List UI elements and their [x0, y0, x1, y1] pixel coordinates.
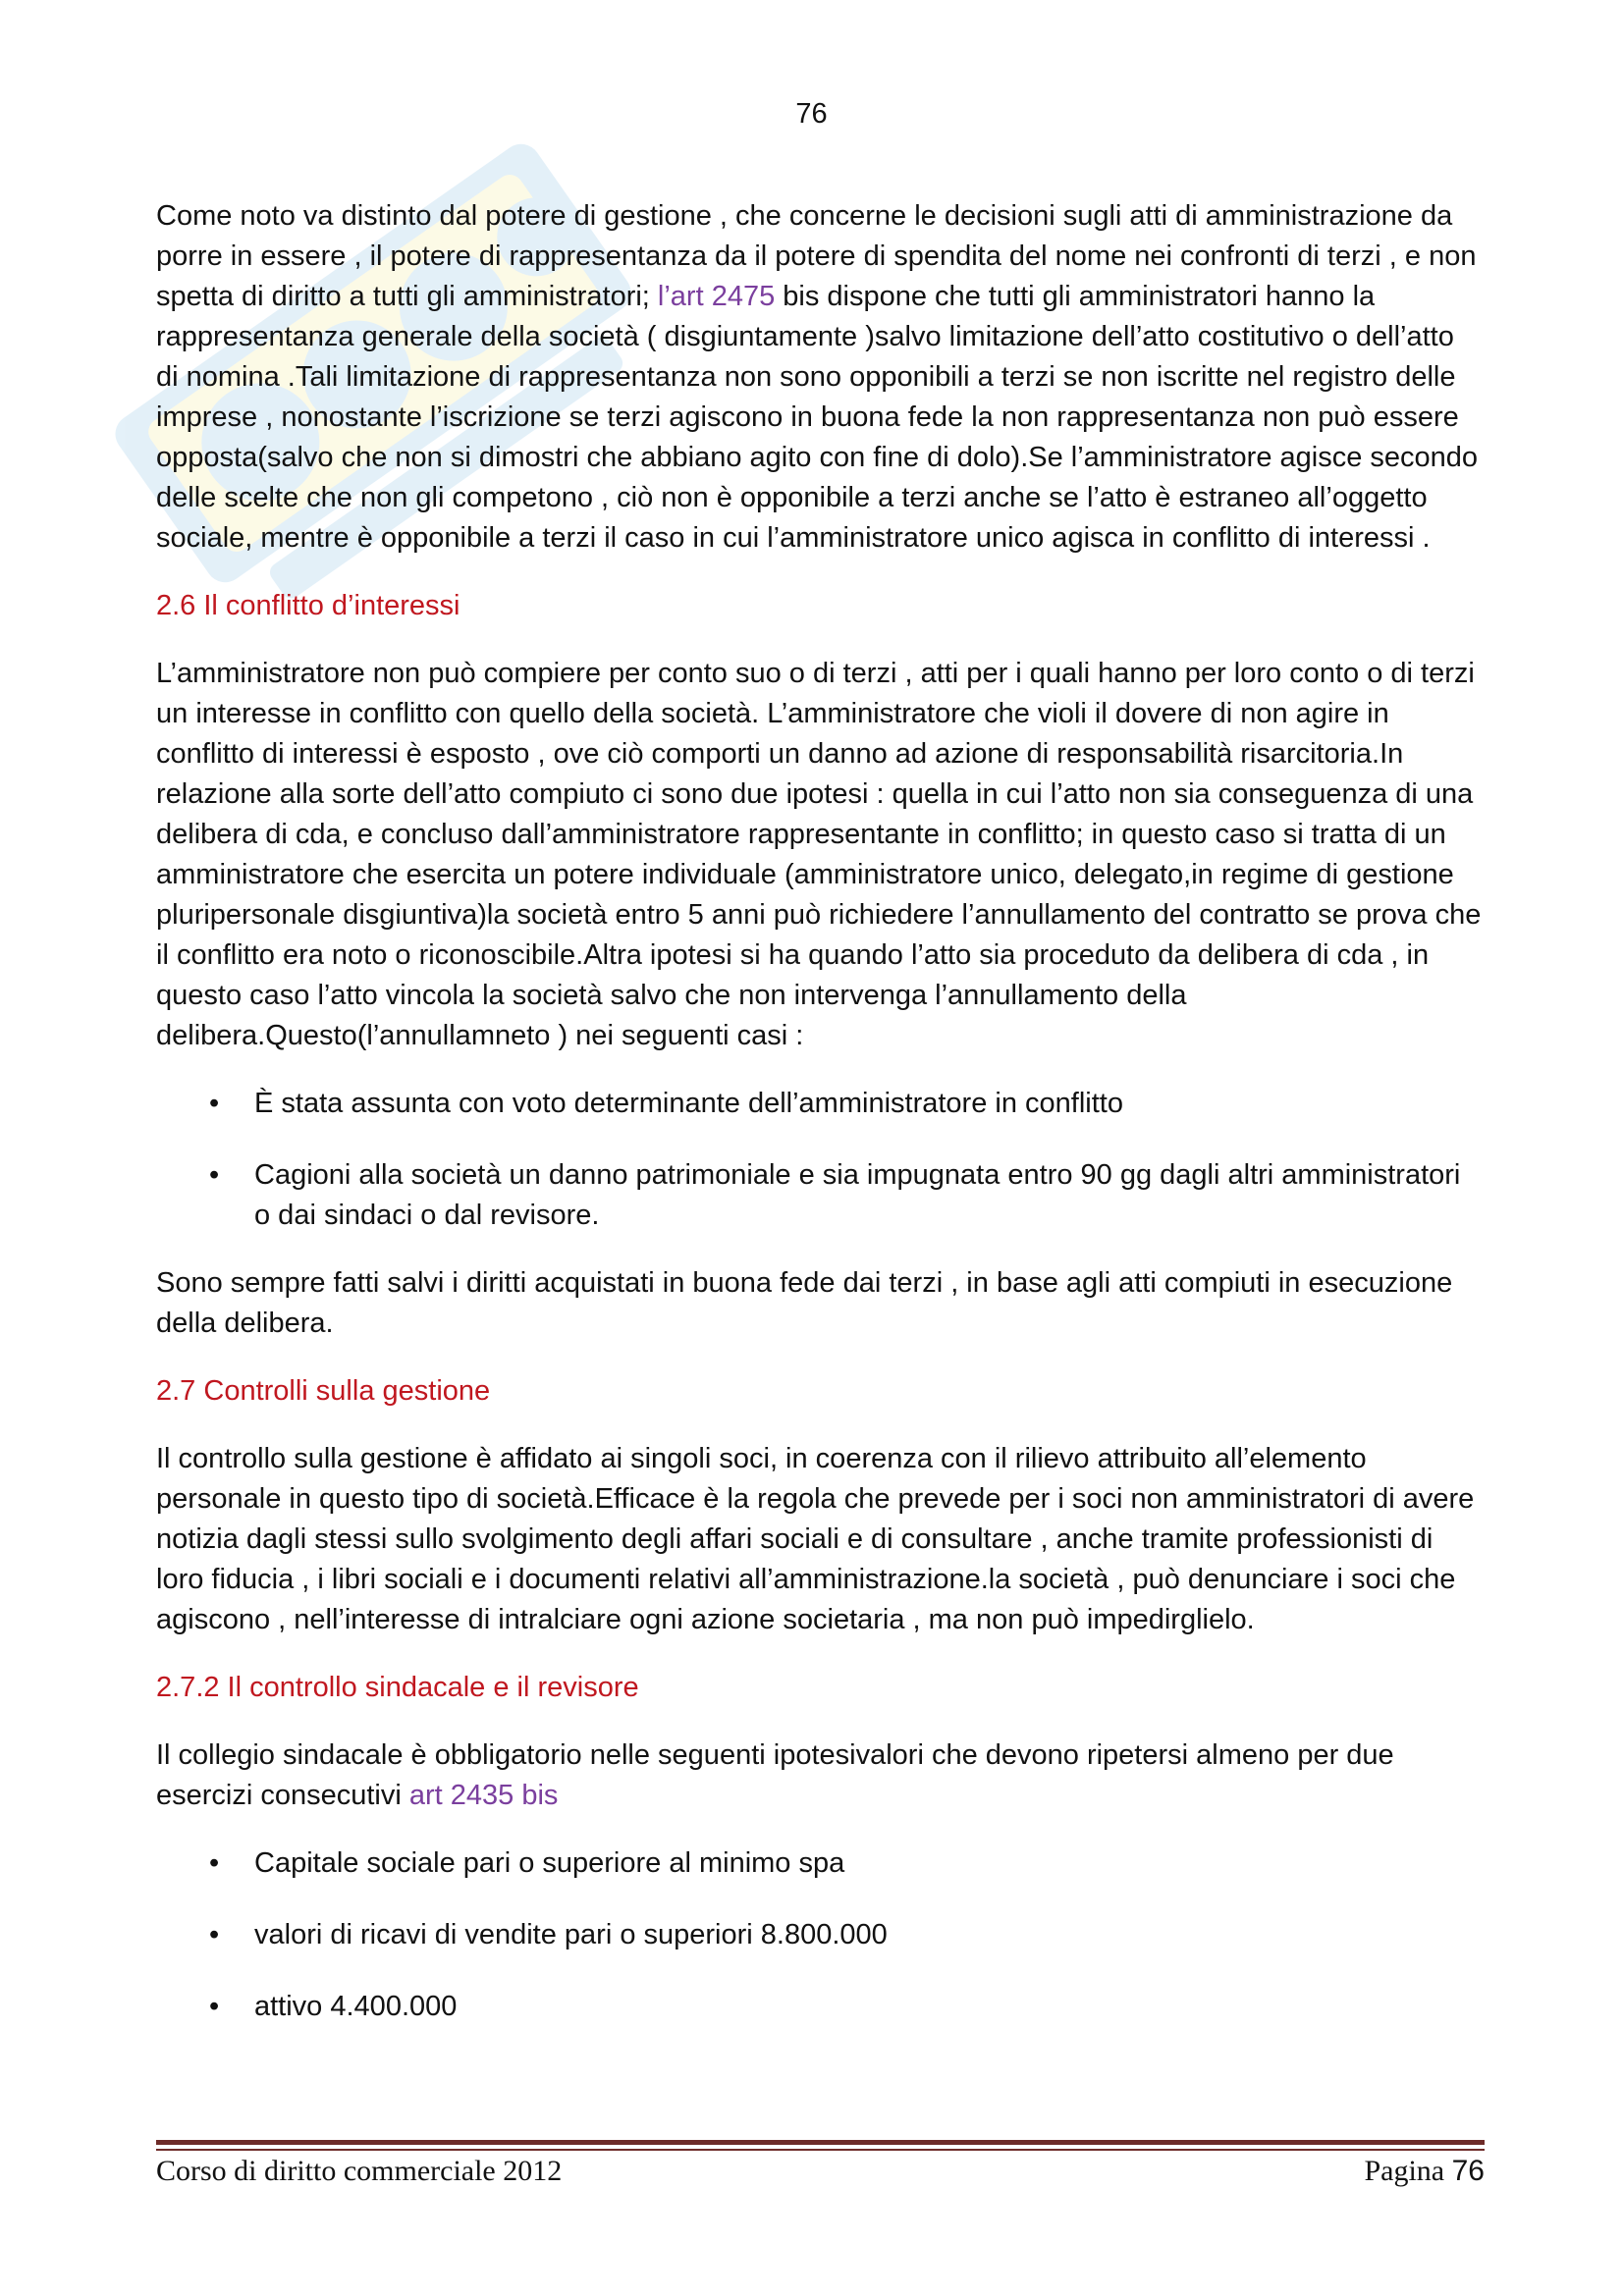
- list-item-text: valori di ricavi di vendite pari o superiori 8.800.000: [254, 1919, 888, 1950]
- document-body: [156, 196, 1484, 2055]
- footer-page-word: Pagina: [1364, 2155, 1452, 2187]
- footer-divider-thin: [156, 2149, 1485, 2151]
- bullet-icon: •: [209, 1847, 220, 1879]
- list-item-text: attivo 4.400.000: [254, 1991, 458, 2022]
- list-item: [156, 1155, 1484, 1236]
- bullet-list-ipotesi: [156, 1843, 1484, 2027]
- section-heading-2-6: 2.6 Il conflitto d’interessi: [156, 590, 460, 621]
- list-item: [156, 1084, 1484, 1124]
- page-number-top: 76: [795, 98, 828, 130]
- paragraph-conflitto: L’amministratore non può compiere per conto suo o di terzi , atti per i quali hanno per loro conto o di terzi un interesse in conflitto con quello della società. L’amministratore che violi il dovere di non agire in conflitto di interessi è esposto , ove ciò comporti un danno ad azione di responsabilità risarcitoria.In relazione alla sorte dell’atto compiuto ci sono due ipotesi : quella in cui l’atto non sia conseguenza di una delibera di cda, e concluso dall’amministratore rappresentante in conflitto; in questo caso si tratta di un amministratore che esercita un potere individuale (amministratore unico, delegato,in regime di gestione pluripersonale disgiuntiva)la società entro 5 anni può richiedere l’annullamento del contratto se prova che il conflitto era noto o riconoscibile.Altra ipotesi si ha quando l’atto sia proceduto da delibera di cda , in questo caso l’atto vincola la società salvo che non intervenga l’annullamento della delibera.Questo(l’annullamneto ) nei seguenti casi :: [156, 658, 1482, 1051]
- footer-divider-thick: [156, 2140, 1485, 2145]
- page-footer: [156, 2155, 1485, 2194]
- paragraph-text: bis dispone che tutti gli amministratori hanno la rappresentanza generale della società ( disgiuntamente )salvo limitazione dell’atto costitutivo o dell’atto di nomina .Tali limitazione di rappresentanza non sono opponibili a terzi se non iscritte nel registro delle imprese , nonostante l’iscrizione se terzi agiscono in buona fede la non rappresentanza non può essere opposta(salvo che non si dimostri che abbiano agito con fine di dolo).Se l’amministratore agisce secondo delle scelte che non gli competono , ciò non è opponibile a terzi anche se l’atto è estraneo all’oggetto sociale, mentre è opponibile a terzi il caso in cui l’amministratore unico agisca in conflitto di interessi .: [156, 281, 1479, 554]
- list-item: [156, 1915, 1484, 1955]
- footer-course-title: Corso di diritto commerciale 2012: [156, 2155, 563, 2187]
- list-item-text: Cagioni alla società un danno patrimoniale e sia impugnata entro 90 gg dagli altri amministratori o dai sindaci o dal revisore.: [254, 1159, 1461, 1231]
- list-item: [156, 1843, 1484, 1884]
- bullet-icon: •: [209, 1991, 220, 2022]
- paragraph-diritti-terzi: Sono sempre fatti salvi i diritti acquistati in buona fede dai terzi , in base agli atti compiuti in esecuzione della delibera.: [156, 1267, 1453, 1339]
- paragraph-text: Come noto va distinto dal potere di gestione , che concerne le decisioni sugli atti di amministrazione da porre in essere , il potere di rappresentanza da il potere di spendita del nome nei confronti di terzi , e non spetta di diritto a tutti gli amministratori;: [156, 200, 1477, 312]
- paragraph-controlli: Il controllo sulla gestione è affidato ai singoli soci, in coerenza con il rilievo attribuito all’elemento personale in questo tipo di società.Efficace è la regola che prevede per i soci non amministratori di avere notizia dagli stessi sullo svolgimento degli affari sociali e di consultare , anche tramite professionisti di loro fiducia , i libri sociali e i documenti relativi all’amministrazione.la società , può denunciare i soci che agiscono , nell’interesse di intralciare ogni azione societaria , ma non può impedirglielo.: [156, 1443, 1475, 1635]
- paragraph-collegio-sindacale: [156, 1735, 1484, 1816]
- section-heading-2-7: 2.7 Controlli sulla gestione: [156, 1375, 491, 1407]
- art-2475-link[interactable]: l’art 2475: [657, 281, 776, 312]
- paragraph-text: Il collegio sindacale è obbligatorio nelle seguenti ipotesivalori che devono ripetersi almeno per due esercizi consecutivi: [156, 1739, 1394, 1811]
- art-2435-link[interactable]: art 2435 bis: [408, 1780, 559, 1811]
- footer-page-number: 76: [1451, 2155, 1485, 2187]
- list-item-text: È stata assunta con voto determinante dell’amministratore in conflitto: [254, 1088, 1123, 1119]
- bullet-icon: •: [209, 1919, 220, 1950]
- bullet-icon: •: [209, 1088, 220, 1119]
- list-item: [156, 1987, 1484, 2027]
- section-heading-2-7-2: 2.7.2 Il controllo sindacale e il revisore: [156, 1672, 639, 1703]
- bullet-icon: •: [209, 1159, 220, 1191]
- bullet-list-annullamento: [156, 1084, 1484, 1236]
- paragraph-rappresentanza: [156, 196, 1484, 559]
- footer-page-label: [1364, 2155, 1485, 2188]
- list-item-text: Capitale sociale pari o superiore al minimo spa: [254, 1847, 845, 1879]
